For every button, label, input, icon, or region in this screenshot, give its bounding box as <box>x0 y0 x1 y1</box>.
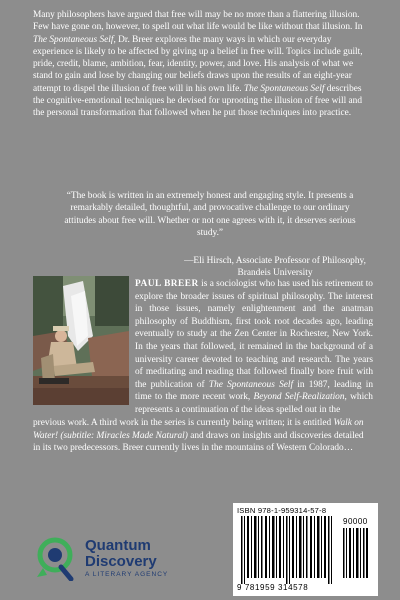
author-bio-text-3-cont: previous work. A third work in the series is currently being written; it is entitled <box>33 418 334 428</box>
bio-book-title-3: Walk <box>333 418 355 428</box>
author-photo <box>33 276 129 405</box>
publisher-name-line-1: Quantum <box>85 537 151 554</box>
description-book-title-2: The Spontaneous Self <box>243 83 325 94</box>
price-code: 90000 <box>343 517 368 526</box>
author-bio-text-2: in 1987, leading in time to the more recent work, <box>135 379 374 403</box>
bio-book-title-2: Beyond Self-Realization <box>253 392 345 403</box>
description-text-3: describes the cognitive-emotional techniques he devised for uprooting the illusion of free will and the personal transformation that followed when he put those techniques into practice. <box>33 83 363 119</box>
author-name: PAUL BREER <box>135 279 199 289</box>
author-bio-text-3: , which represents a continuation of the ideas spelled out in the <box>135 392 373 415</box>
author-bio-intro <box>135 278 373 417</box>
author-bio-continued <box>33 417 373 455</box>
publisher-logo <box>33 533 223 583</box>
bio-book-title-3-cont: on Water! (subtitle: Miracles Made Natural) <box>33 418 364 441</box>
description-text-2: , Dr. Breer explores the many ways in which our everyday experience is likely to be affected by giving up a belief in free will. Topics include guilt, pride, credit, blame, ambition, fear, identity, power, and love. His analysis of what we stand to gain and lose by changing our beliefs draws upon the results of an eight-year attempt to dispel the illusion of free will in his own life. <box>33 34 363 94</box>
author-bio-text-1: is a sociologist who has used his retirement to explore the broader issues of spiritual philosophy. The interest in those issues, namely enlightenment and the anatman philosophy of Buddhism, first took root decades ago, leading eventually to study at the Zen Center in Rochester, New York. In the years that followed, it remained in the background of a university career devoted to teaching and research. The years of meditating and reading that followed finally bore fruit with the publication of <box>135 279 373 390</box>
author-bio-text-4-cont: and draws on insights and discoveries detailed in its two predecessors. Breer currently lives in the mountains of Western Colorado… <box>33 430 364 454</box>
publisher-tagline: A LITERARY AGENCY <box>85 571 169 578</box>
description-book-title-1: The Spontaneous Self <box>33 34 114 45</box>
isbn-barcode-box <box>233 503 378 596</box>
publisher-name-line-2: Discovery <box>85 553 157 570</box>
barcode-icon <box>239 516 372 584</box>
description-text-1: Many philosophers have argued that free will may be no more than a flattering illusion. Few have gone on, however, to spell out what life would be like without that illusion. In <box>33 10 363 33</box>
endorsement-attribution: —Eli Hirsch, Associate Professor of Philosophy, Brandeis University <box>184 256 366 279</box>
quantum-discovery-logo-icon <box>33 535 79 581</box>
book-description <box>33 9 373 120</box>
bio-book-title-1: The Spontaneous Self <box>208 379 294 390</box>
barcode-digits: 9 781959 314578 <box>237 583 309 592</box>
endorsement-quote: “The book is written in an extremely honest and engaging style. It presents a remarkably detailed, thoughtful, and provocative challenge to our ordinary attitudes about free will. Whether or not one agrees with it, it deserves serious study.” <box>64 191 356 238</box>
isbn-number: ISBN 978-1-959314-57-8 <box>237 506 327 515</box>
